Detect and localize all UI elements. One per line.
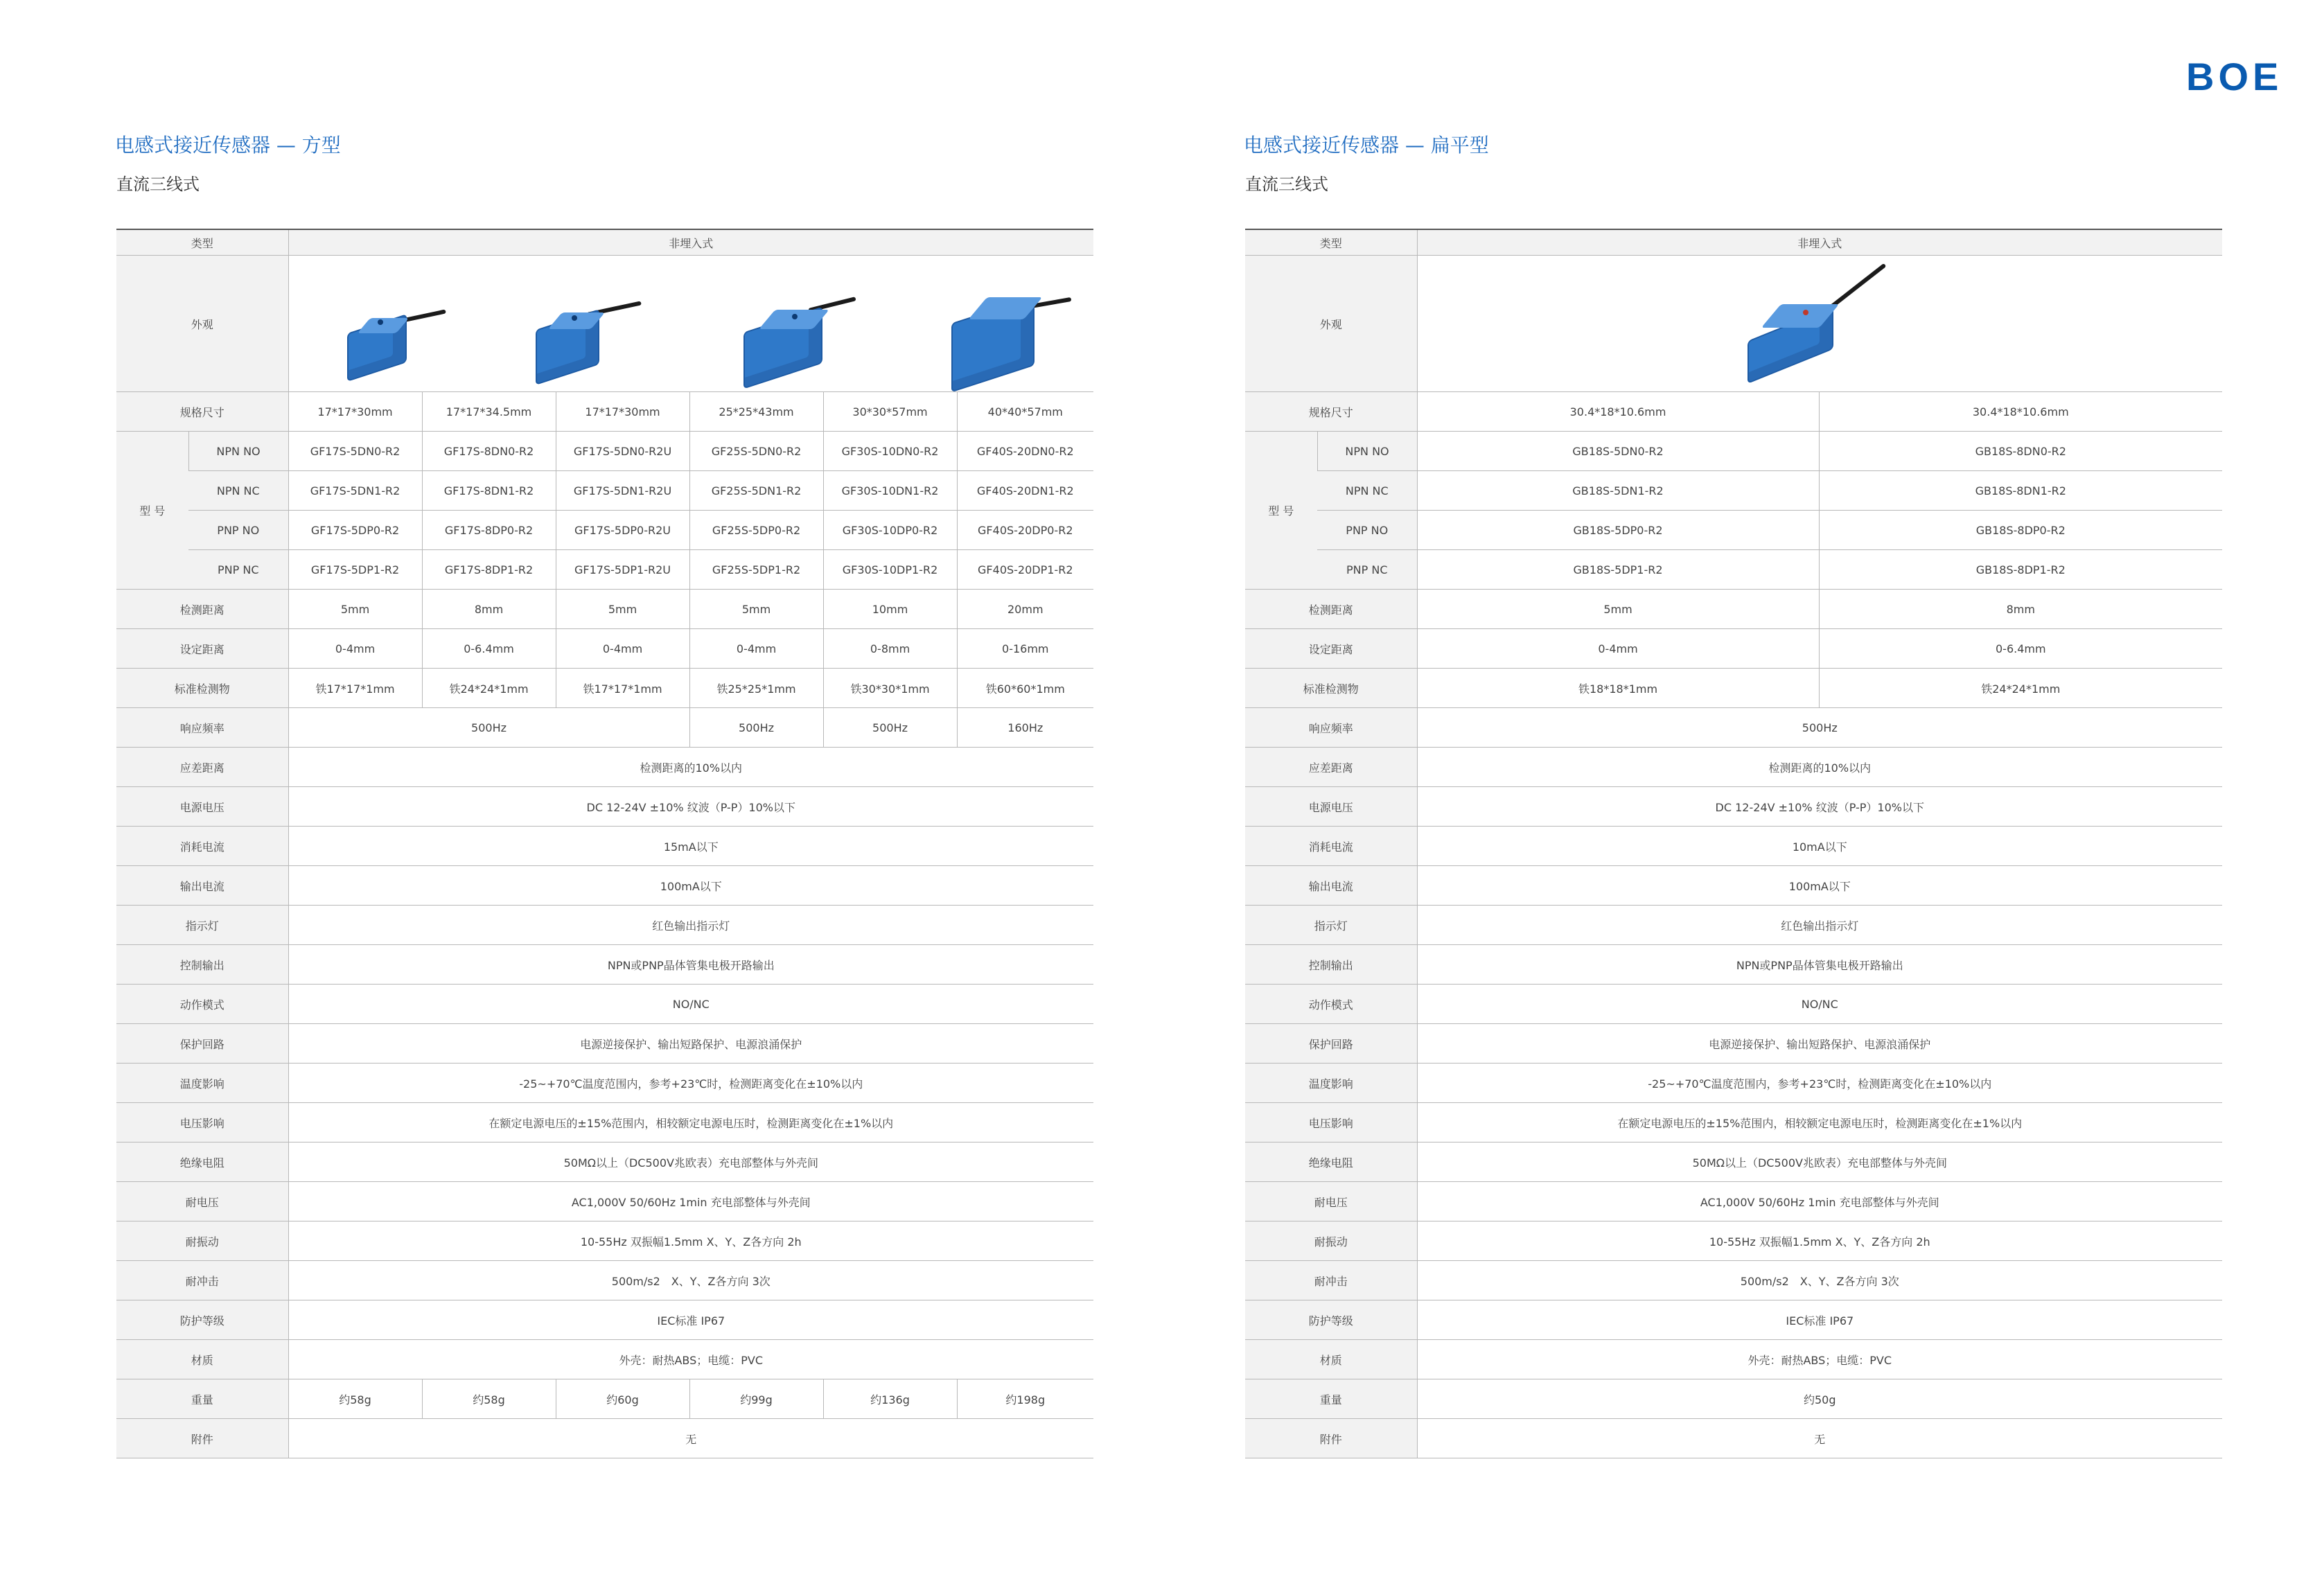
spec-label: 电源电压 bbox=[1245, 787, 1417, 827]
spec-value: NO/NC bbox=[1417, 985, 2222, 1024]
size-row bbox=[1245, 392, 2222, 432]
spec-row bbox=[116, 1064, 1093, 1103]
weight-cell: 约99g bbox=[689, 1379, 823, 1419]
spec-value: 100mA以下 bbox=[288, 866, 1093, 906]
spec-row bbox=[116, 1261, 1093, 1300]
model-cell: GF30S-10DN0-R2 bbox=[823, 432, 957, 471]
spec-label: 控制输出 bbox=[1245, 945, 1417, 985]
spec-label: 温度影响 bbox=[1245, 1064, 1417, 1103]
model-row bbox=[116, 471, 1093, 511]
sensor-image-flat bbox=[1743, 268, 1889, 386]
set-cell: 0-8mm bbox=[823, 629, 957, 669]
model-cell: GF25S-5DN0-R2 bbox=[689, 432, 823, 471]
spec-row bbox=[1245, 1261, 2222, 1300]
accessory-row bbox=[116, 1419, 1093, 1458]
spec-label: 耐电压 bbox=[116, 1182, 288, 1221]
model-cell: GF17S-8DP1-R2 bbox=[422, 550, 556, 590]
appearance-images bbox=[1417, 256, 2222, 392]
appearance-images bbox=[288, 256, 1093, 392]
sensor-image-17-34 bbox=[531, 299, 642, 382]
spec-value: 电源逆接保护、输出短路保护、电源浪涌保护 bbox=[288, 1024, 1093, 1064]
spec-row bbox=[1245, 985, 2222, 1024]
detect-cell: 5mm bbox=[689, 590, 823, 629]
spec-value: NPN或PNP晶体管集电极开路输出 bbox=[288, 945, 1093, 985]
spec-row bbox=[1245, 1300, 2222, 1340]
spec-label: 动作模式 bbox=[116, 985, 288, 1024]
model-type-label: NPN NO bbox=[1317, 432, 1417, 471]
model-cell: GF40S-20DN1-R2 bbox=[957, 471, 1093, 511]
weight-row bbox=[1245, 1379, 2222, 1419]
model-row bbox=[116, 511, 1093, 550]
spec-row bbox=[116, 1143, 1093, 1182]
spec-label: 消耗电流 bbox=[116, 827, 288, 866]
set-cell: 0-6.4mm bbox=[1819, 629, 2222, 669]
spec-label: 电源电压 bbox=[116, 787, 288, 827]
type-label: 类型 bbox=[1245, 229, 1417, 256]
spec-row bbox=[116, 1182, 1093, 1221]
model-label: 型 号 bbox=[116, 432, 188, 590]
spec-label: 耐冲击 bbox=[1245, 1261, 1417, 1300]
spec-value: 50MΩ以上（DC500V兆欧表）充电部整体与外壳间 bbox=[1417, 1143, 2222, 1182]
model-cell: GB18S-8DN1-R2 bbox=[1819, 471, 2222, 511]
spec-label: 指示灯 bbox=[116, 906, 288, 945]
right-subtitle: 直流三线式 bbox=[1245, 175, 1328, 194]
spec-row bbox=[1245, 1340, 2222, 1379]
detect-label: 检测距离 bbox=[1245, 590, 1417, 629]
model-cell: GF17S-8DN1-R2 bbox=[422, 471, 556, 511]
model-row bbox=[116, 550, 1093, 590]
spec-row bbox=[116, 906, 1093, 945]
freq-cell: 500Hz bbox=[288, 708, 689, 748]
spec-value: NO/NC bbox=[288, 985, 1093, 1024]
model-cell: GB18S-5DN1-R2 bbox=[1417, 471, 1819, 511]
accessory-value: 无 bbox=[1417, 1419, 2222, 1458]
left-title: 电感式接近传感器 — 方型 bbox=[115, 134, 341, 157]
spec-value: IEC标准 IP67 bbox=[1417, 1300, 2222, 1340]
right-spec-table bbox=[1245, 229, 2222, 1458]
detect-cell: 8mm bbox=[1819, 590, 2222, 629]
spec-label: 指示灯 bbox=[1245, 906, 1417, 945]
spec-row bbox=[1245, 827, 2222, 866]
model-cell: GF40S-20DP0-R2 bbox=[957, 511, 1093, 550]
model-type-label: PNP NO bbox=[188, 511, 288, 550]
spec-row bbox=[116, 1024, 1093, 1064]
std-cell: 铁24*24*1mm bbox=[422, 669, 556, 708]
detect-label: 检测距离 bbox=[116, 590, 288, 629]
size-cell: 17*17*30mm bbox=[288, 392, 422, 432]
spec-value: 10mA以下 bbox=[1417, 827, 2222, 866]
spec-label: 温度影响 bbox=[116, 1064, 288, 1103]
model-cell: GF17S-5DP1-R2 bbox=[288, 550, 422, 590]
model-cell: GB18S-5DN0-R2 bbox=[1417, 432, 1819, 471]
model-cell: GF17S-8DN0-R2 bbox=[422, 432, 556, 471]
spec-label: 材质 bbox=[116, 1340, 288, 1379]
header-row bbox=[1245, 229, 2222, 256]
spec-label: 电压影响 bbox=[116, 1103, 288, 1143]
std-cell: 铁17*17*1mm bbox=[556, 669, 689, 708]
freq-cell: 160Hz bbox=[957, 708, 1093, 748]
spec-row bbox=[1245, 1182, 2222, 1221]
spec-label: 控制输出 bbox=[116, 945, 288, 985]
size-row bbox=[116, 392, 1093, 432]
spec-row bbox=[116, 866, 1093, 906]
spec-label: 防护等级 bbox=[116, 1300, 288, 1340]
model-cell: GB18S-5DP1-R2 bbox=[1417, 550, 1819, 590]
right-title: 电感式接近传感器 — 扁平型 bbox=[1244, 134, 1489, 157]
model-cell: GF17S-8DP0-R2 bbox=[422, 511, 556, 550]
spec-row bbox=[1245, 1143, 2222, 1182]
set-cell: 0-4mm bbox=[288, 629, 422, 669]
spec-label: 耐振动 bbox=[1245, 1221, 1417, 1261]
accessory-value: 无 bbox=[288, 1419, 1093, 1458]
spec-label: 输出电流 bbox=[116, 866, 288, 906]
spec-value: NPN或PNP晶体管集电极开路输出 bbox=[1417, 945, 2222, 985]
model-row bbox=[1245, 511, 2222, 550]
weight-label: 重量 bbox=[116, 1379, 288, 1419]
size-label: 规格尺寸 bbox=[116, 392, 288, 432]
std-row bbox=[116, 669, 1093, 708]
model-row bbox=[1245, 471, 2222, 511]
weight-cell: 约136g bbox=[823, 1379, 957, 1419]
spec-value: 红色输出指示灯 bbox=[1417, 906, 2222, 945]
spec-value: -25~+70℃温度范围内，参考+23℃时，检测距离变化在±10%以内 bbox=[288, 1064, 1093, 1103]
model-cell: GB18S-8DP1-R2 bbox=[1819, 550, 2222, 590]
model-cell: GB18S-8DP0-R2 bbox=[1819, 511, 2222, 550]
set-cell: 0-4mm bbox=[556, 629, 689, 669]
detect-cell: 5mm bbox=[1417, 590, 1819, 629]
freq-label: 响应频率 bbox=[1245, 708, 1417, 748]
model-cell: GF40S-20DP1-R2 bbox=[957, 550, 1093, 590]
detect-row bbox=[1245, 590, 2222, 629]
std-cell: 铁18*18*1mm bbox=[1417, 669, 1819, 708]
spec-row bbox=[1245, 1103, 2222, 1143]
size-cell: 17*17*34.5mm bbox=[422, 392, 556, 432]
brand-logo-text: BOE bbox=[2186, 55, 2283, 98]
header-row bbox=[116, 229, 1093, 256]
set-label: 设定距离 bbox=[116, 629, 288, 669]
set-cell: 0-16mm bbox=[957, 629, 1093, 669]
spec-label: 应差距离 bbox=[116, 748, 288, 787]
spec-label: 耐振动 bbox=[116, 1221, 288, 1261]
size-cell: 30.4*18*10.6mm bbox=[1417, 392, 1819, 432]
sensor-image-40 bbox=[947, 286, 1072, 389]
model-cell: GF25S-5DP1-R2 bbox=[689, 550, 823, 590]
spec-value: AC1,000V 50/60Hz 1min 充电部整体与外壳间 bbox=[288, 1182, 1093, 1221]
model-cell: GF25S-5DP0-R2 bbox=[689, 511, 823, 550]
model-cell: GF30S-10DP0-R2 bbox=[823, 511, 957, 550]
spec-value: 在额定电源电压的±15%范围内，相较额定电源电压时，检测距离变化在±1%以内 bbox=[288, 1103, 1093, 1143]
std-label: 标准检测物 bbox=[116, 669, 288, 708]
size-label: 规格尺寸 bbox=[1245, 392, 1417, 432]
spec-label: 电压影响 bbox=[1245, 1103, 1417, 1143]
spec-label: 材质 bbox=[1245, 1340, 1417, 1379]
spec-value: 50MΩ以上（DC500V兆欧表）充电部整体与外壳间 bbox=[288, 1143, 1093, 1182]
accessory-label: 附件 bbox=[116, 1419, 288, 1458]
sensor-image-17 bbox=[343, 304, 447, 380]
spec-label: 绝缘电阻 bbox=[1245, 1143, 1417, 1182]
spec-label: 保护回路 bbox=[116, 1024, 288, 1064]
freq-label: 响应频率 bbox=[116, 708, 288, 748]
spec-value: 500m/s2 X、Y、Z各方向 3次 bbox=[288, 1261, 1093, 1300]
std-cell: 铁25*25*1mm bbox=[689, 669, 823, 708]
model-cell: GF17S-5DP1-R2U bbox=[556, 550, 689, 590]
spec-value: 500m/s2 X、Y、Z各方向 3次 bbox=[1417, 1261, 2222, 1300]
size-cell: 40*40*57mm bbox=[957, 392, 1093, 432]
model-type-label: PNP NO bbox=[1317, 511, 1417, 550]
spec-value: 红色输出指示灯 bbox=[288, 906, 1093, 945]
weight-cell: 约198g bbox=[957, 1379, 1093, 1419]
set-cell: 0-6.4mm bbox=[422, 629, 556, 669]
spec-row bbox=[1245, 1221, 2222, 1261]
appearance-label: 外观 bbox=[116, 256, 288, 392]
weight-cell: 约58g bbox=[422, 1379, 556, 1419]
spec-row bbox=[1245, 906, 2222, 945]
spec-row bbox=[1245, 1024, 2222, 1064]
freq-cell: 500Hz bbox=[823, 708, 957, 748]
size-cell: 25*25*43mm bbox=[689, 392, 823, 432]
weight-cell: 约58g bbox=[288, 1379, 422, 1419]
weight-row bbox=[116, 1379, 1093, 1419]
model-label: 型 号 bbox=[1245, 432, 1317, 590]
detect-row bbox=[116, 590, 1093, 629]
spec-row bbox=[116, 827, 1093, 866]
spec-value: IEC标准 IP67 bbox=[288, 1300, 1093, 1340]
type-value: 非埋入式 bbox=[1417, 229, 2222, 256]
model-cell: GF17S-5DN0-R2 bbox=[288, 432, 422, 471]
model-type-label: PNP NC bbox=[188, 550, 288, 590]
spec-row bbox=[116, 748, 1093, 787]
model-cell: GF17S-5DP0-R2U bbox=[556, 511, 689, 550]
spec-label: 绝缘电阻 bbox=[116, 1143, 288, 1182]
spec-row bbox=[116, 1103, 1093, 1143]
std-cell: 铁30*30*1mm bbox=[823, 669, 957, 708]
spec-value: DC 12-24V ±10% 纹波（P-P）10%以下 bbox=[1417, 787, 2222, 827]
spec-value: 100mA以下 bbox=[1417, 866, 2222, 906]
std-cell: 铁24*24*1mm bbox=[1819, 669, 2222, 708]
model-type-label: NPN NC bbox=[1317, 471, 1417, 511]
model-type-label: NPN NO bbox=[188, 432, 288, 471]
size-cell: 30*30*57mm bbox=[823, 392, 957, 432]
model-cell: GF25S-5DN1-R2 bbox=[689, 471, 823, 511]
set-row bbox=[1245, 629, 2222, 669]
appearance-row bbox=[1245, 256, 2222, 392]
spec-label: 耐电压 bbox=[1245, 1182, 1417, 1221]
type-label: 类型 bbox=[116, 229, 288, 256]
freq-row bbox=[1245, 708, 2222, 748]
accessory-label: 附件 bbox=[1245, 1419, 1417, 1458]
spec-row bbox=[116, 1340, 1093, 1379]
model-cell: GF17S-5DP0-R2 bbox=[288, 511, 422, 550]
model-cell: GB18S-8DN0-R2 bbox=[1819, 432, 2222, 471]
spec-row bbox=[1245, 866, 2222, 906]
detect-cell: 8mm bbox=[422, 590, 556, 629]
detect-cell: 20mm bbox=[957, 590, 1093, 629]
spec-label: 消耗电流 bbox=[1245, 827, 1417, 866]
spec-label: 动作模式 bbox=[1245, 985, 1417, 1024]
spec-row bbox=[116, 1221, 1093, 1261]
set-row bbox=[116, 629, 1093, 669]
left-subtitle: 直流三线式 bbox=[116, 175, 200, 194]
spec-value: -25~+70℃温度范围内，参考+23℃时，检测距离变化在±10%以内 bbox=[1417, 1064, 2222, 1103]
detect-cell: 10mm bbox=[823, 590, 957, 629]
spec-value: 检测距离的10%以内 bbox=[288, 748, 1093, 787]
weight-cell: 约60g bbox=[556, 1379, 689, 1419]
spec-value: 电源逆接保护、输出短路保护、电源浪涌保护 bbox=[1417, 1024, 2222, 1064]
weight-label: 重量 bbox=[1245, 1379, 1417, 1419]
model-row bbox=[116, 432, 1093, 471]
spec-row bbox=[116, 1300, 1093, 1340]
size-cell: 30.4*18*10.6mm bbox=[1819, 392, 2222, 432]
spec-label: 耐冲击 bbox=[116, 1261, 288, 1300]
spec-row bbox=[1245, 748, 2222, 787]
spec-value: 检测距离的10%以内 bbox=[1417, 748, 2222, 787]
model-row bbox=[1245, 550, 2222, 590]
sensor-image-25 bbox=[739, 296, 857, 386]
std-cell: 铁60*60*1mm bbox=[957, 669, 1093, 708]
freq-cell: 500Hz bbox=[689, 708, 823, 748]
spec-value: 15mA以下 bbox=[288, 827, 1093, 866]
spec-row bbox=[1245, 945, 2222, 985]
spec-label: 输出电流 bbox=[1245, 866, 1417, 906]
detect-cell: 5mm bbox=[556, 590, 689, 629]
spec-label: 应差距离 bbox=[1245, 748, 1417, 787]
set-cell: 0-4mm bbox=[689, 629, 823, 669]
appearance-row bbox=[116, 256, 1093, 392]
model-cell: GF30S-10DP1-R2 bbox=[823, 550, 957, 590]
spec-value: 10-55Hz 双振幅1.5mm X、Y、Z各方向 2h bbox=[1417, 1221, 2222, 1261]
spec-row bbox=[116, 945, 1093, 985]
left-spec-table bbox=[116, 229, 1093, 1458]
std-label: 标准检测物 bbox=[1245, 669, 1417, 708]
size-cell: 17*17*30mm bbox=[556, 392, 689, 432]
model-cell: GF17S-5DN0-R2U bbox=[556, 432, 689, 471]
model-type-label: NPN NC bbox=[188, 471, 288, 511]
freq-row bbox=[116, 708, 1093, 748]
type-value: 非埋入式 bbox=[288, 229, 1093, 256]
spec-row bbox=[1245, 787, 2222, 827]
std-cell: 铁17*17*1mm bbox=[288, 669, 422, 708]
model-row bbox=[1245, 432, 2222, 471]
model-type-label: PNP NC bbox=[1317, 550, 1417, 590]
spec-row bbox=[1245, 1064, 2222, 1103]
spec-value: DC 12-24V ±10% 纹波（P-P）10%以下 bbox=[288, 787, 1093, 827]
spec-value: 外壳：耐热ABS；电缆：PVC bbox=[288, 1340, 1093, 1379]
spec-row bbox=[116, 985, 1093, 1024]
model-cell: GF17S-5DN1-R2 bbox=[288, 471, 422, 511]
spec-label: 防护等级 bbox=[1245, 1300, 1417, 1340]
model-cell: GF30S-10DN1-R2 bbox=[823, 471, 957, 511]
brand-logo bbox=[2186, 54, 2282, 99]
spec-value: AC1,000V 50/60Hz 1min 充电部整体与外壳间 bbox=[1417, 1182, 2222, 1221]
model-cell: GB18S-5DP0-R2 bbox=[1417, 511, 1819, 550]
set-label: 设定距离 bbox=[1245, 629, 1417, 669]
spec-value: 在额定电源电压的±15%范围内，相较额定电源电压时，检测距离变化在±1%以内 bbox=[1417, 1103, 2222, 1143]
model-cell: GF40S-20DN0-R2 bbox=[957, 432, 1093, 471]
freq-cell: 500Hz bbox=[1417, 708, 2222, 748]
weight-cell: 约50g bbox=[1417, 1379, 2222, 1419]
model-cell: GF17S-5DN1-R2U bbox=[556, 471, 689, 511]
detect-cell: 5mm bbox=[288, 590, 422, 629]
spec-value: 10-55Hz 双振幅1.5mm X、Y、Z各方向 2h bbox=[288, 1221, 1093, 1261]
spec-row bbox=[116, 787, 1093, 827]
spec-value: 外壳：耐热ABS；电缆：PVC bbox=[1417, 1340, 2222, 1379]
set-cell: 0-4mm bbox=[1417, 629, 1819, 669]
spec-label: 保护回路 bbox=[1245, 1024, 1417, 1064]
std-row bbox=[1245, 669, 2222, 708]
accessory-row bbox=[1245, 1419, 2222, 1458]
appearance-label: 外观 bbox=[1245, 256, 1417, 392]
